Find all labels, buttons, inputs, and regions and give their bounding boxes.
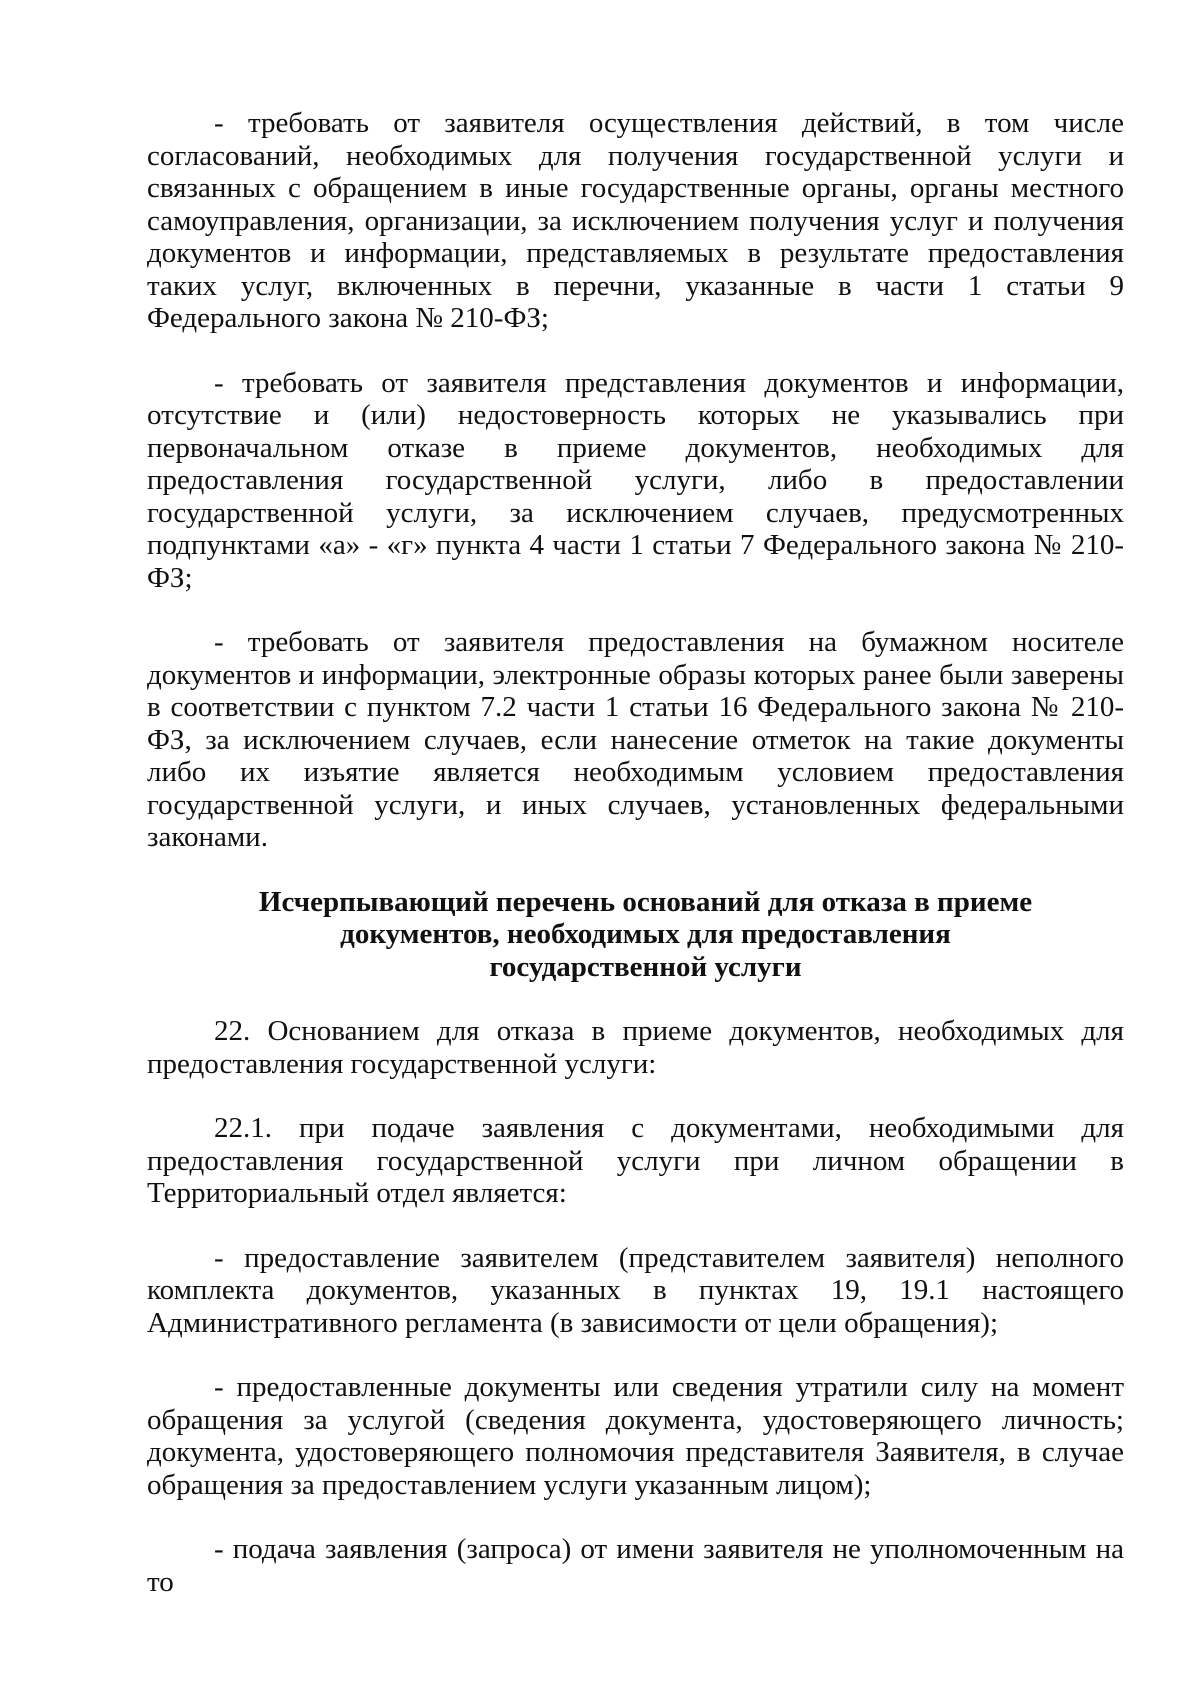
paragraph-gap bbox=[147, 594, 1124, 626]
paragraph-item-22: 22. Основанием для отказа в приеме документов, необходимых для предоставления государственной услуги: bbox=[147, 1015, 1124, 1080]
section-heading bbox=[147, 886, 1124, 984]
document-page bbox=[147, 107, 1124, 1598]
paragraph-expired-documents: - предоставленные документы или сведения утратили силу на момент обращения за услугой (сведения документа, удостоверяющего личность; документа, удостоверяющего полномочия представителя Заявителя, в случае обращения за предоставлением услуги указанным лицом); bbox=[147, 1371, 1124, 1501]
paragraph-gap bbox=[147, 1210, 1124, 1242]
paragraph-gap bbox=[147, 1501, 1124, 1533]
heading-line: государственной услуги bbox=[489, 950, 802, 983]
heading-line: документов, необходимых для предоставления bbox=[340, 918, 951, 950]
heading-line: Исчерпывающий перечень оснований для отказа в приеме bbox=[258, 885, 1033, 918]
paragraph-gap bbox=[147, 1339, 1124, 1371]
paragraph-requirement-actions: - требовать от заявителя осуществления действий, в том числе согласований, необходимых для получения государственной услуги и связанных с обращением в иные государственные органы, органы местного самоуправления, организации, за исключением получения услуг и получения документов и информации, представляемых в результате предоставления таких услуг, включенных в перечни, указанные в части 1 статьи 9 Федерального закона № 210-ФЗ; bbox=[147, 107, 1124, 334]
paragraph-unauthorized-submission: - подача заявления (запроса) от имени заявителя не уполномоченным на то bbox=[147, 1533, 1124, 1598]
paragraph-gap bbox=[147, 854, 1124, 886]
paragraph-incomplete-set: - предоставление заявителем (представителем заявителя) неполного комплекта документов, указанных в пунктах 19, 19.1 настоящего Административного регламента (в зависимости от цели обращения); bbox=[147, 1241, 1124, 1339]
paragraph-gap bbox=[147, 1080, 1124, 1112]
paragraph-gap bbox=[147, 335, 1124, 367]
paragraph-requirement-documents: - требовать от заявителя представления документов и информации, отсутствие и (или) недостоверность которых не указывались при первоначальном отказе в приеме документов, необходимых для предоставления государственной услуги, либо в предоставлении государственной услуги, за исключением случаев, предусмотренных подпунктами «а» - «г» пункта 4 части 1 статьи 7 Федерального закона № 210-ФЗ; bbox=[147, 366, 1124, 594]
paragraph-requirement-paper: - требовать от заявителя предоставления на бумажном носителе документов и информации, электронные образы которых ранее были заверены в соответствии с пунктом 7.2 части 1 статьи 16 Федерального закона № 210-ФЗ, за исключением случаев, если нанесение отметок на такие документы либо их изъятие является необходимым условием предоставления государственной услуги, и иных случаев, установленных федеральными законами. bbox=[147, 626, 1124, 853]
paragraph-gap bbox=[147, 983, 1124, 1015]
paragraph-item-22-1: 22.1. при подаче заявления с документами, необходимыми для предоставления государственной услуги при личном обращении в Территориальный отдел является: bbox=[147, 1112, 1124, 1209]
